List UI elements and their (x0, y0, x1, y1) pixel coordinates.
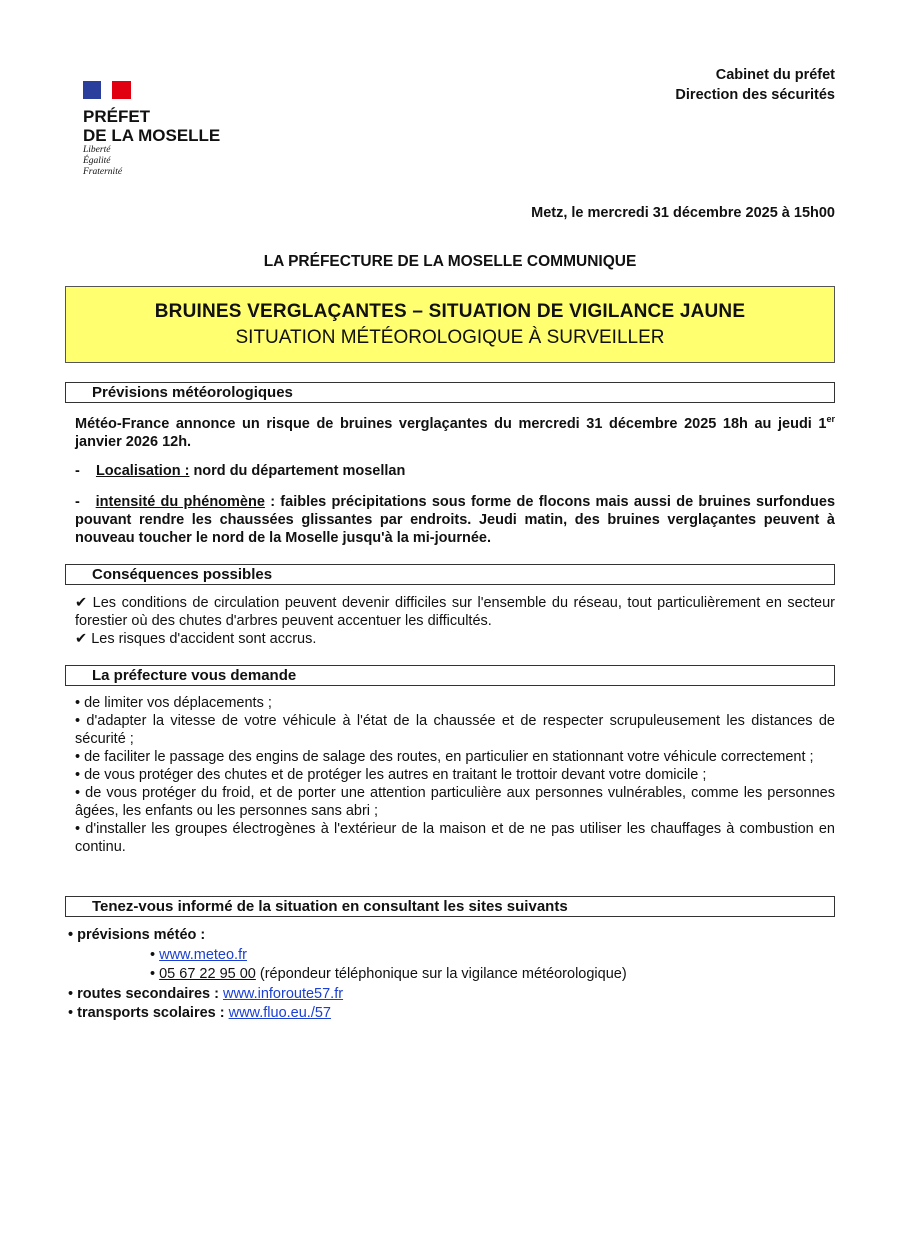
issuer (675, 65, 835, 105)
demande-item: • de faciliter le passage des engins de salage des routes, en particulier en stationnant votre véhicule correctement ; (75, 749, 814, 765)
demande-item: • d'adapter la vitesse de votre véhicule à l'état de la chaussée et de respecter scrupuleusement les distances de sécurité ; (75, 713, 835, 747)
info-phone-item: • 05 67 22 95 00 (répondeur téléphonique sur la vigilance météorologique) (150, 966, 627, 982)
demande-item: • de vous protéger des chutes et de protéger les autres en traitant le trottoir devant votre domicile ; (75, 767, 707, 783)
devise-fraternite: Fraternité (83, 167, 123, 177)
devise-egalite: Égalité (83, 156, 111, 166)
info-transports: • transports scolaires : www.fluo.eu./57 (68, 1005, 331, 1021)
info-routes: • routes secondaires : www.inforoute57.fr (68, 985, 344, 1002)
cabinet: Cabinet du préfet (715, 67, 835, 83)
prefecture-logo-text (83, 107, 220, 145)
previsions-intro: Météo-France annonce un risque de bruines verglaçantes du mercredi 31 décembre 2025 18h au jeudi 1er janvier 2026 12h. (75, 414, 835, 450)
info-meteo: • prévisions météo : (68, 927, 206, 943)
demande-list (75, 694, 835, 856)
alert-title: BRUINES VERGLAÇANTES – SITUATION DE VIGILANCE JAUNE (154, 301, 746, 322)
inforoute-link[interactable]: www.inforoute57.fr (222, 985, 344, 1002)
phone-number: 05 67 22 95 00 (159, 966, 256, 982)
direction: Direction des sécurités (675, 87, 835, 103)
devise (83, 145, 122, 178)
info-list (68, 926, 627, 1024)
devise-liberte: Liberté (83, 145, 111, 155)
section-previsions-heading: Prévisions météorologiques (65, 382, 835, 403)
consequence-item: ✔ Les conditions de circulation peuvent devenir difficiles sur l'ensemble du réseau, tout particulièrement en secteur forestier où des chutes d'arbres peuvent accentuer les difficultés. (75, 595, 835, 629)
intensite: - intensité du phénomène : faibles précipitations sous forme de flocons mais aussi de bruines surfondues pouvant rendre les chaussées glissantes par endroits. Jeudi matin, des bruines verglaçantes peuvent à nouveau toucher le nord de la Moselle jusqu'à la mi-journée. (75, 494, 836, 546)
section-consequences-heading: Conséquences possibles (65, 564, 835, 585)
alert-subtitle: SITUATION MÉTÉOROLOGIQUE À SURVEILLER (235, 327, 665, 348)
marianne-logo-icon (83, 81, 131, 99)
logo-line2: DE LA MOSELLE (83, 126, 221, 145)
consequences-list (75, 594, 835, 648)
date-line: Metz, le mercredi 31 décembre 2025 à 15h00 (531, 205, 835, 221)
vigilance-banner (65, 286, 835, 363)
demande-item: • de limiter vos déplacements ; (75, 695, 272, 711)
consequence-item: ✔ Les risques d'accident sont accrus. (75, 631, 317, 647)
communique-title: LA PRÉFECTURE DE LA MOSELLE COMMUNIQUE (263, 253, 637, 270)
meteo-link[interactable]: www.meteo.fr (159, 946, 247, 963)
section-demande-heading: La préfecture vous demande (65, 665, 835, 686)
logo-line1: PRÉFET (83, 107, 151, 126)
demande-item: • d'installer les groupes électrogènes à l'extérieur de la maison et de ne pas utiliser les chauffages à combustion en continu. (75, 821, 836, 855)
section-info-heading: Tenez-vous informé de la situation en consultant les sites suivants (65, 896, 835, 917)
demande-item: • de vous protéger du froid, et de porter une attention particulière aux personnes vulnérables, comme les personnes âgées, les enfants ou les personnes sans abri ; (75, 785, 835, 819)
fluo-link[interactable]: www.fluo.eu./57 (228, 1005, 331, 1021)
info-meteo-link-item: • www.meteo.fr (150, 946, 247, 963)
localisation: - Localisation : nord du département mosellan (75, 463, 406, 479)
